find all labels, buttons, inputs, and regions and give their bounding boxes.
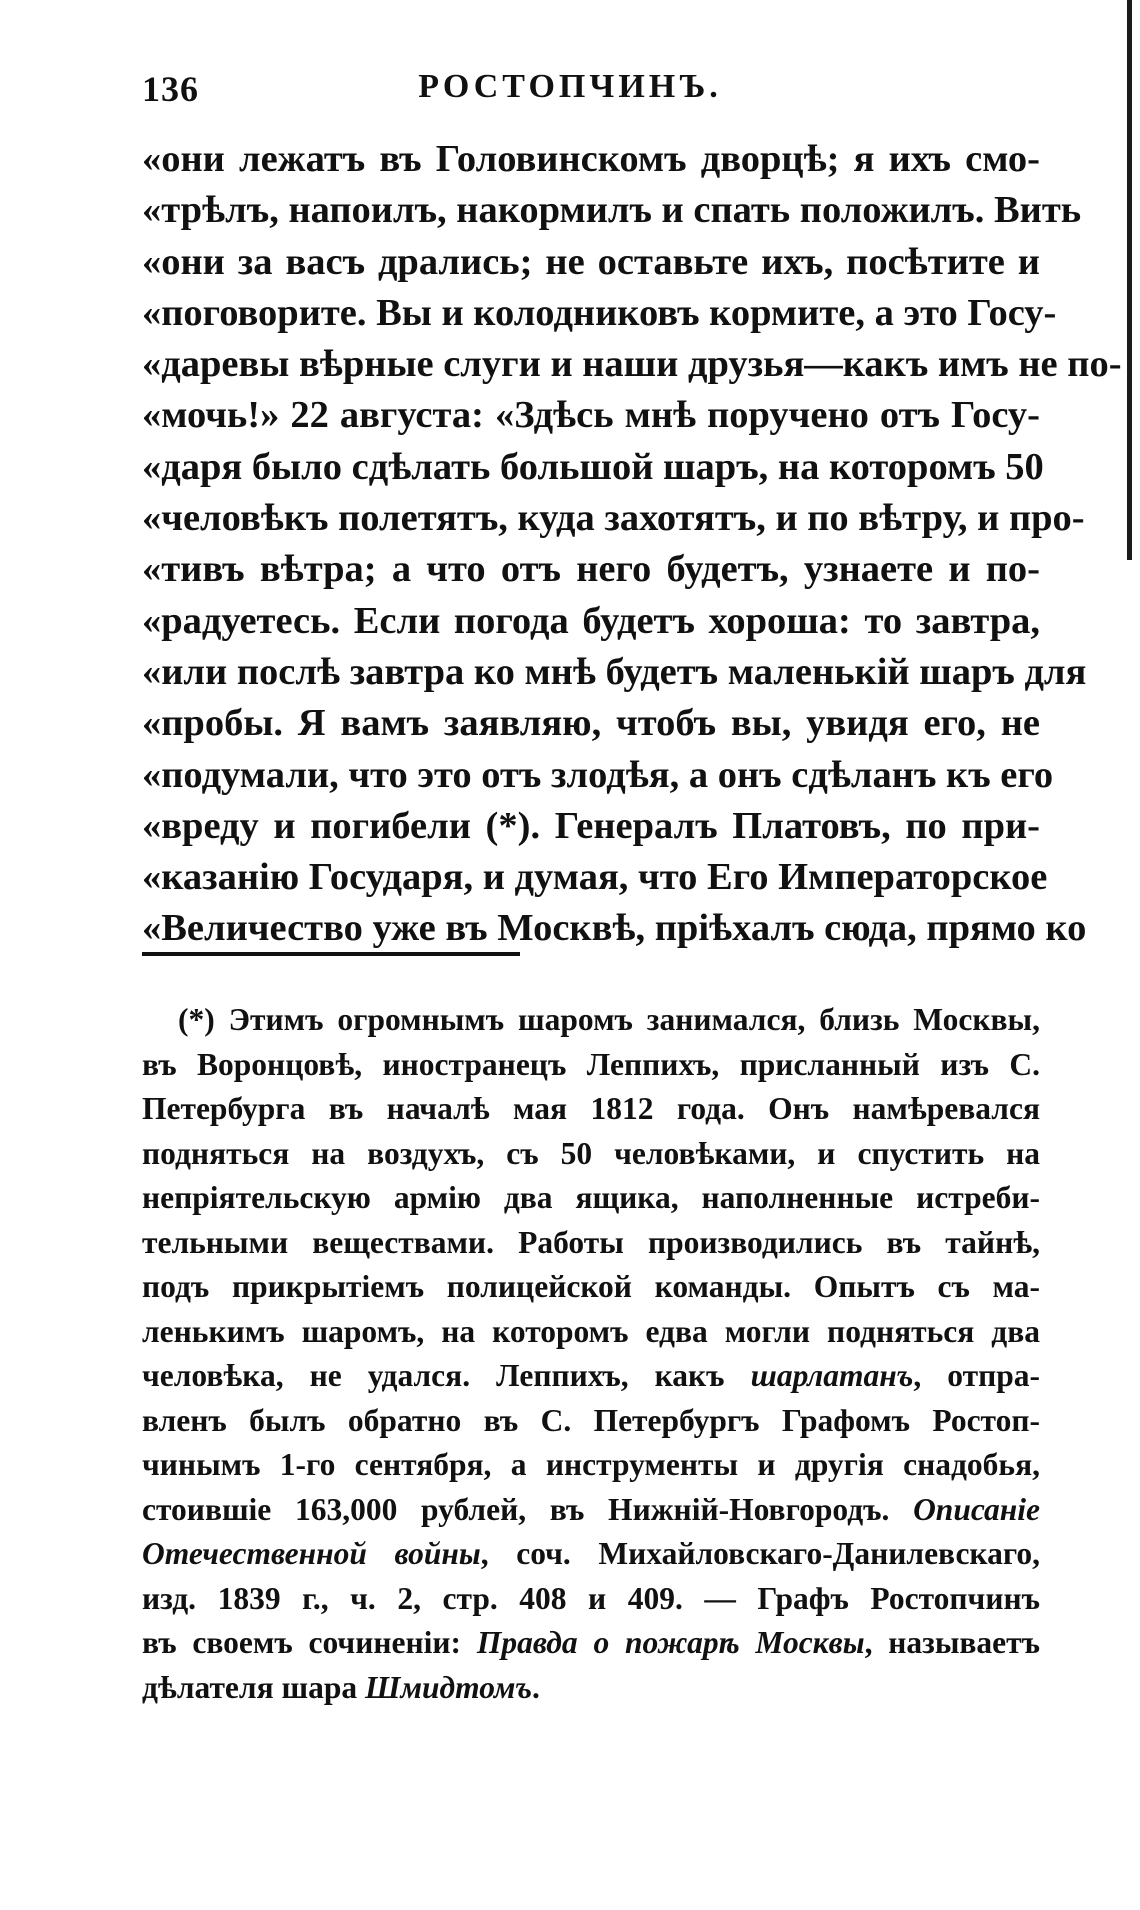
text-line: «они за васъ дрались; не оставьте ихъ, посѣтите и — [142, 240, 1040, 283]
main-text — [142, 134, 1122, 955]
footnote-text: стоившіе 163,000 рублей, въ Нижній-Новгородъ. — [142, 1491, 914, 1527]
footnote-line: (*) Этимъ огромнымъ шаромъ занимался, близь Москвы, — [178, 1002, 1040, 1037]
text-line: «человѣкъ полетятъ, куда захотятъ, и по вѣтру, и про- — [142, 497, 1085, 540]
footnote-line: вленъ былъ обратно въ С. Петербургъ Графомъ Ростоп- — [142, 1402, 1040, 1438]
footnote-line: подъ прикрытіемъ полицейской команды. Опытъ съ ма- — [142, 1269, 1040, 1304]
footnote-text: въ своемъ сочиненіи: — [142, 1625, 477, 1660]
footnote-text: человѣка, не удался. Леппихъ, какъ — [142, 1358, 751, 1393]
footnote-line — [142, 1666, 1040, 1711]
italic-term: шарлатанъ — [750, 1358, 914, 1393]
text-line: «подумали, что это отъ злодѣя, а онъ сдѣланъ къ его — [142, 753, 1054, 796]
italic-name: Шмидтомъ — [364, 1669, 532, 1705]
text-line: «пробы. Я вамъ заявляю, чтобъ вы, увидя его, не — [142, 702, 1040, 745]
text-line: «даревы вѣрные слуги и наши друзья—какъ имъ не по- — [142, 343, 1122, 386]
book-title-italic: Отечественной войны — [142, 1536, 481, 1571]
footnote-line: подняться на воздухъ, съ 50 человѣками, и спустить на — [142, 1135, 1040, 1171]
footnote-text: , называетъ — [864, 1625, 1040, 1660]
text-line: «Величество уже въ Москвѣ, пріѣхалъ сюда, прямо ко — [142, 907, 1087, 950]
footnote-line: Петербурга въ началѣ мая 1812 года. Онъ намѣревался — [142, 1091, 1040, 1126]
footnote-line: непріятельскую армію два ящика, наполненные истреби- — [142, 1180, 1040, 1215]
footnote-line — [142, 1532, 1040, 1577]
text-line: «тивъ вѣтра; а что отъ него будетъ, узнаете и по- — [142, 548, 1040, 591]
footnote-separator-rule — [142, 952, 520, 956]
footnote-line — [142, 1488, 1040, 1533]
page-header — [0, 56, 1140, 116]
text-line: «даря было сдѣлать большой шаръ, на которомъ 50 — [142, 445, 1044, 488]
book-title-italic: Правда о пожарѣ Москвы — [476, 1625, 865, 1660]
text-line: «трѣлъ, напоилъ, накормилъ и спать положилъ. Вить — [142, 189, 1082, 232]
footnote-line — [142, 1354, 1040, 1399]
footnote-text: , отпра- — [913, 1358, 1041, 1393]
footnote-line — [142, 1621, 1040, 1666]
footnote-line: чинымъ 1-го сентября, а инструменты и другія снадобья, — [142, 1447, 1040, 1482]
text-line: «мочь!» 22 августа: «Здѣсь мнѣ поручено отъ Госу- — [142, 394, 1040, 437]
footnote-line: изд. 1839 г., ч. 2, стр. 408 и 409. — Графъ Ростопчинъ — [142, 1580, 1040, 1616]
page-number: 136 — [142, 69, 199, 109]
footnote-text: . — [532, 1669, 540, 1705]
text-line: «казанію Государя, и думая, что Его Императорское — [142, 856, 1048, 899]
footnote-line: ленькимъ шаромъ, на которомъ едва могли подняться два — [142, 1313, 1040, 1349]
book-title-italic: Описаніе — [913, 1491, 1040, 1527]
text-line: «они лежатъ въ Головинскомъ дворцѣ; я ихъ смо- — [142, 138, 1040, 180]
footnote-line: въ Воронцовѣ, иностранецъ Леппихъ, присланный изъ С. — [142, 1046, 1040, 1082]
text-line: «поговорите. Вы и колодниковъ кормите, а это Госу- — [142, 291, 1057, 334]
text-line: «или послѣ завтра ко мнѣ будетъ маленькій шаръ для — [142, 650, 1087, 693]
text-line: «вреду и погибели (*). Генералъ Платовъ, по при- — [142, 804, 1040, 847]
running-title: РОСТОПЧИНЪ. — [418, 68, 722, 105]
footnote-line: тельными веществами. Работы производились въ тайнѣ, — [142, 1224, 1040, 1260]
text-line: «радуетесь. Если погода будетъ хороша: то завтра, — [142, 599, 1040, 642]
footnote-text: , соч. Михайловскаго-Данилевскаго, — [480, 1536, 1041, 1571]
footnote-text: дѣлателя шара — [142, 1669, 365, 1705]
footnote — [142, 998, 1040, 1710]
